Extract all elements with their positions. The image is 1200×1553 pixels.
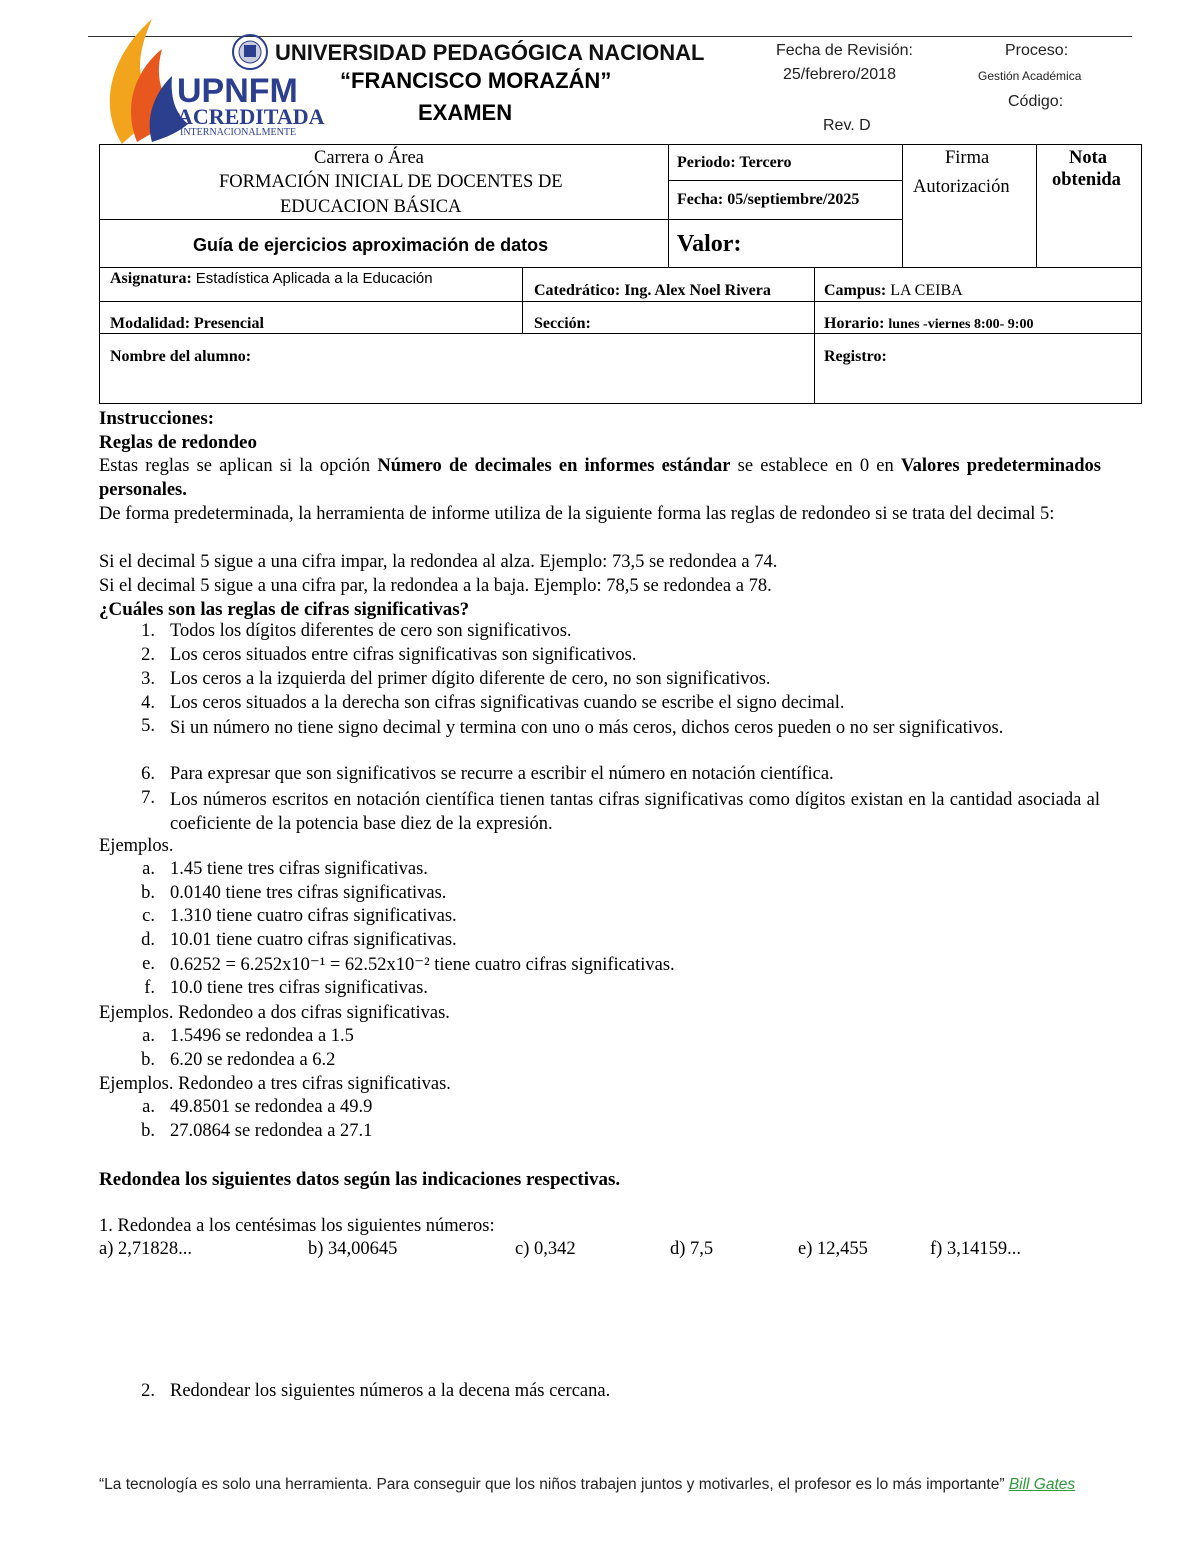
rounding-intro: Estas reglas se aplican si la opción Número de decimales en informes estándar se establece en 0 en Valores predeterminados personales.: [99, 456, 1101, 500]
list-item-number: 6.: [141, 764, 155, 784]
list-item-letter: b.: [141, 1050, 155, 1070]
value-label: Valor:: [677, 231, 742, 257]
list-item-letter: a.: [142, 1097, 155, 1117]
number-item: f) 3,14159...: [930, 1239, 1021, 1259]
rounding-default: De forma predeterminada, la herramienta de informe utiliza de la siguiente forma las reglas de redondeo si se trata del decimal 5:: [99, 504, 1055, 524]
signature-label-2: Autorización: [913, 177, 1010, 197]
document-type: EXAMEN: [418, 100, 513, 125]
list-item-letter: c.: [142, 906, 155, 926]
question-2-number: 2.: [141, 1381, 155, 1401]
university-name: UNIVERSIDAD PEDAGÓGICA NACIONAL: [275, 40, 705, 65]
number-item: b) 34,00645: [308, 1239, 398, 1259]
list-item: 49.8501 se redondea a 49.9: [170, 1097, 373, 1117]
list-item: 0.6252 = 6.252x10⁻¹ = 62.52x10⁻² tiene cuatro cifras significativas.: [170, 955, 675, 975]
examples-label: Ejemplos.: [99, 836, 174, 856]
list-item-letter: a.: [142, 859, 155, 879]
rounding-even-rule: Si el decimal 5 sigue a una cifra par, la redondea a la baja. Ejemplo: 78,5 se redondea a 78.: [99, 576, 772, 596]
svg-text:UPNFM: UPNFM: [177, 72, 298, 110]
rounding-odd-rule: Si el decimal 5 sigue a una cifra impar, la redondea al alza. Ejemplo: 73,5 se redondea a 74.: [99, 552, 778, 572]
list-item: 1.45 tiene tres cifras significativas.: [170, 859, 428, 879]
list-item: Los ceros situados a la derecha son cifras significativas cuando se escribe el signo decimal.: [170, 693, 845, 713]
schedule-field: Horario: lunes -viernes 8:00- 9:00: [824, 315, 1034, 332]
number-item: c) 0,342: [515, 1239, 576, 1259]
list-item-letter: b.: [141, 1121, 155, 1141]
revision-date: 25/febrero/2018: [783, 66, 896, 83]
number-item: d) 7,5: [670, 1239, 714, 1259]
career-line1: FORMACIÓN INICIAL DE DOCENTES DE: [219, 172, 563, 192]
question-2: Redondear los siguientes números a la decena más cercana.: [170, 1381, 611, 1401]
process-label: Proceso:: [1005, 42, 1069, 59]
list-item-number: 3.: [141, 669, 155, 689]
process-value: Gestión Académica: [978, 69, 1082, 83]
subject-field: Asignatura: Estadística Aplicada a la Educación: [110, 270, 433, 287]
guide-title: Guía de ejercicios aproximación de datos: [193, 235, 549, 255]
campus-field: Campus: LA CEIBA: [824, 282, 963, 299]
signature-label: Firma: [945, 148, 990, 168]
question-1: 1. Redondea a los centésimas los siguientes números:: [99, 1216, 495, 1236]
list-item-number: 4.: [141, 693, 155, 713]
examples-three-digits-label: Ejemplos. Redondeo a tres cifras significativas.: [99, 1074, 451, 1094]
list-item-number: 1.: [141, 621, 155, 641]
list-item: Los ceros a la izquierda del primer dígito diferente de cero, no son significativos.: [170, 669, 771, 689]
list-item: 1.5496 se redondea a 1.5: [170, 1026, 354, 1046]
footer-quote: “La tecnología es solo una herramienta. Para conseguir que los niños trabajen juntos y motivarles, el profesor es lo más importante” Bill Gates: [99, 1476, 1076, 1493]
exam-date: Fecha: 05/septiembre/2025: [677, 191, 860, 208]
university-subname: “FRANCISCO MORAZÁN”: [340, 68, 612, 93]
examples-two-digits-label: Ejemplos. Redondeo a dos cifras significativas.: [99, 1003, 450, 1023]
svg-text:ACREDITADA: ACREDITADA: [177, 104, 325, 129]
quote-author-link[interactable]: Bill Gates: [1008, 1476, 1076, 1493]
section-label: Sección:: [534, 315, 591, 332]
list-item: 6.20 se redondea a 6.2: [170, 1050, 336, 1070]
list-item: 27.0864 se redondea a 27.1: [170, 1121, 373, 1141]
grade-label: Nota: [1069, 148, 1108, 168]
student-name-label: Nombre del alumno:: [110, 348, 252, 365]
list-item: 0.0140 tiene tres cifras significativas.: [170, 883, 447, 903]
list-item: 10.0 tiene tres cifras significativas.: [170, 978, 428, 998]
list-item: 10.01 tiene cuatro cifras significativas.: [170, 930, 457, 950]
career-label: Carrera o Área: [314, 148, 424, 168]
list-item-letter: b.: [141, 883, 155, 903]
list-item-number: 7.: [141, 788, 155, 808]
list-item-letter: e.: [142, 954, 155, 974]
period: Periodo: Tercero: [677, 154, 792, 171]
registry-label: Registro:: [824, 348, 887, 365]
list-item: Para expresar que son significativos se recurre a escribir el número en notación científica.: [170, 764, 834, 784]
list-item: Los ceros situados entre cifras significativas son significativos.: [170, 645, 637, 665]
revision-code: Rev. D: [823, 117, 871, 134]
list-item-letter: d.: [141, 930, 155, 950]
rounding-rules-heading: Reglas de redondeo: [99, 432, 257, 453]
grade-label-2: obtenida: [1052, 170, 1121, 190]
number-item: a) 2,71828...: [99, 1239, 192, 1259]
revision-label: Fecha de Revisión:: [776, 42, 913, 59]
upnfm-logo: [92, 14, 332, 154]
list-item: Si un número no tiene signo decimal y termina con uno o más ceros, dichos ceros pueden o no ser significativos.: [170, 718, 1004, 738]
number-item: e) 12,455: [798, 1239, 868, 1259]
instructions-heading: Instrucciones:: [99, 408, 215, 429]
teacher: Catedrático: Ing. Alex Noel Rivera: [534, 282, 771, 299]
list-item: 1.310 tiene cuatro cifras significativas.: [170, 906, 457, 926]
svg-text:INTERNACIONALMENTE: INTERNACIONALMENTE: [180, 127, 297, 138]
list-item-letter: a.: [142, 1026, 155, 1046]
code-label: Código:: [1008, 93, 1064, 110]
modality: Modalidad: Presencial: [110, 315, 264, 332]
list-item-number: 5.: [141, 716, 155, 736]
career-line2: EDUCACION BÁSICA: [280, 197, 462, 217]
list-item-number: 2.: [141, 645, 155, 665]
list-item: Los números escritos en notación científica tienen tantas cifras significativas como dígitos existan en la cantidad asociada al coeficiente de la potencia base diez de la expresión.: [170, 790, 1100, 834]
task-heading: Redondea los siguientes datos según las indicaciones respectivas.: [99, 1169, 621, 1190]
sigfig-heading: ¿Cuáles son las reglas de cifras significativas?: [99, 599, 470, 620]
list-item: Todos los dígitos diferentes de cero son significativos.: [170, 621, 572, 641]
list-item-letter: f.: [144, 978, 155, 998]
